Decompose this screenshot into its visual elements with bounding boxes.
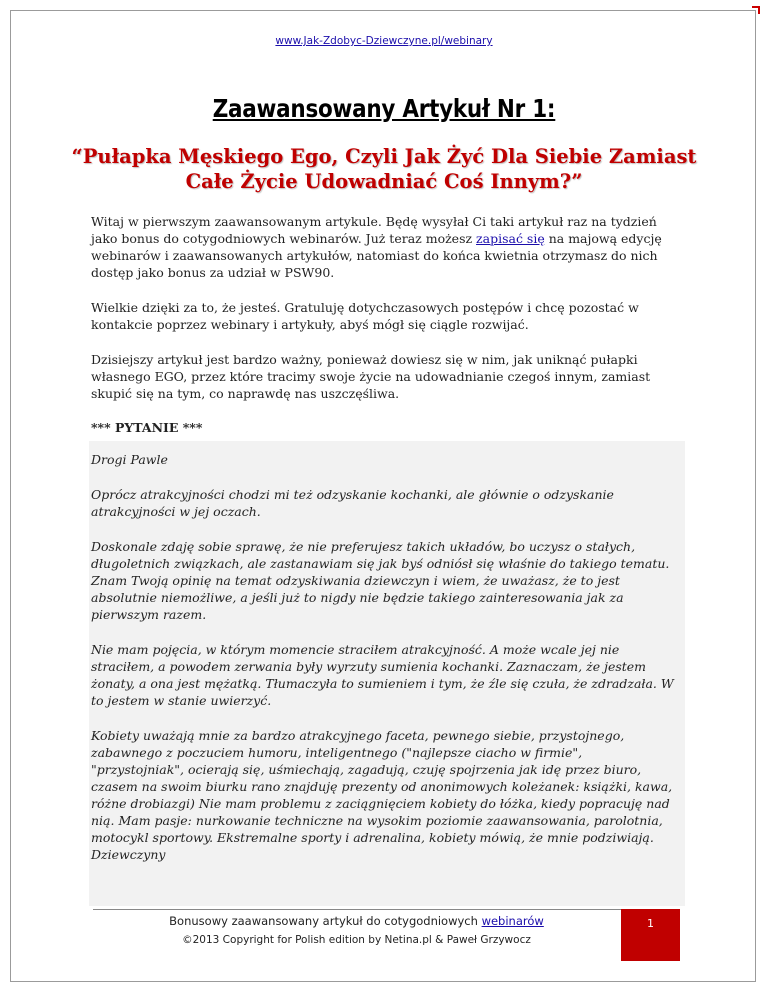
intro-paragraph-3: Dzisiejszy artykuł jest bardzo ważny, ponieważ dowiesz się w nim, jak uniknąć pułapki własnego EGO, przez które tracimy swoje życie na udowadnianie czegoś innym, zamiast skupić się na tym, co naprawdę nas uszczęśliwa. (91, 352, 651, 401)
article-subtitle: “Pułapka Męskiego Ego, Czyli Jak Żyć Dla Siebie Zamiast Całe Życie Udowadniać Coś Innym?” (71, 145, 697, 193)
intro-p1-text-end: na majową edycję webinarów i zaawansowanych artykułów, natomiast do końca kwietnia otrzymasz do nich dostęp jako bonus za udział w PSW90. (91, 231, 662, 280)
article-title: Zaawansowany Artykuł Nr 1: (212, 94, 556, 123)
webinars-link[interactable]: webinarów (481, 914, 544, 928)
question-paragraph: Doskonale zdaję sobie sprawę, że nie preferujesz takich układów, bo uczysz o stałych, długoletnich związkach, ale zastanawiam się jak byś odniósł się właśnie do takiego tematu. Znam Twoją opinię na temat odzyskiwania dziewczyn i wiem, że uważasz, że to jest absolutnie niemożliwe, a jeśli już to nigdy nie będzie takiego zainteresowania jak za pierwszym razem. (91, 539, 670, 622)
intro-paragraph-1 (91, 213, 681, 281)
page-number: 1 (621, 909, 680, 961)
corner-mark (752, 6, 760, 14)
footer-line-1 (93, 912, 620, 931)
footer-copyright: ©2013 Copyright for Polish edition by Netina.pl & Paweł Grzywocz (182, 934, 531, 946)
header-url-link[interactable]: www.Jak-Zdobyc-Dziewczyne.pl/webinary (275, 35, 493, 47)
footer-text: Bonusowy zaawansowany artykuł do cotygodniowych (169, 914, 482, 928)
signup-link[interactable]: zapisać się (476, 231, 545, 246)
intro-paragraph-2: Wielkie dzięki za to, że jesteś. Gratuluję dotychczasowych postępów i chcę pozostać w kontakcie poprzez webinary i artykuły, abyś mógł się ciągle rozwijać. (91, 300, 639, 332)
question-quote-box (89, 441, 685, 906)
question-heading: *** PYTANIE *** (91, 420, 203, 435)
question-paragraph: Kobiety uważają mnie za bardzo atrakcyjnego faceta, pewnego siebie, przystojnego, zabawnego z poczuciem humoru, inteligentnego ("najlepsze ciacho w firmie", "przystojniak", ocierają się, uśmiechają, zagadują, czuję spojrzenia jak idę przez biuro, czasem na swoim biurku rano znajduję prezenty od anonimowych koleżanek: książki, kawa, różne drobiazgi) Nie mam problemu z zaciągnięciem kobiety do łóżka, kiedy popracuję nad nią. Mam pasje: nurkowanie techniczne na wysokim poziomie zaawansowania, parolotnia, motocykl sportowy. Ekstremalne sporty i adrenalina, kobiety mówią, że mnie podziwiają. Dziewczyny (91, 728, 673, 862)
intro-p1-text: Witaj w pierwszym zaawansowanym artykule. Będę wysyłał Ci taki artykuł raz na tydzień jako bonus do cotygodniowych webinarów. Już teraz możesz (91, 214, 657, 246)
question-paragraph: Nie mam pojęcia, w którym momencie straciłem atrakcyjność. A może wcale jej nie straciłem, a powodem zerwania były wyrzuty sumienia kochanki. Zaznaczam, że jestem żonaty, a ona jest mężatką. Tłumaczyła to sumieniem i tym, że źle się czuła, że zdradzała. W to jestem w stanie uwierzyć. (91, 642, 674, 708)
article-body (91, 213, 681, 906)
footer-divider (93, 909, 680, 910)
question-paragraph: Drogi Pawle (91, 452, 168, 467)
question-paragraph: Oprócz atrakcyjności chodzi mi też odzyskanie kochanki, ale głównie o odzyskanie atrakcyjności w jej oczach. (91, 487, 614, 519)
page-footer (93, 912, 620, 950)
